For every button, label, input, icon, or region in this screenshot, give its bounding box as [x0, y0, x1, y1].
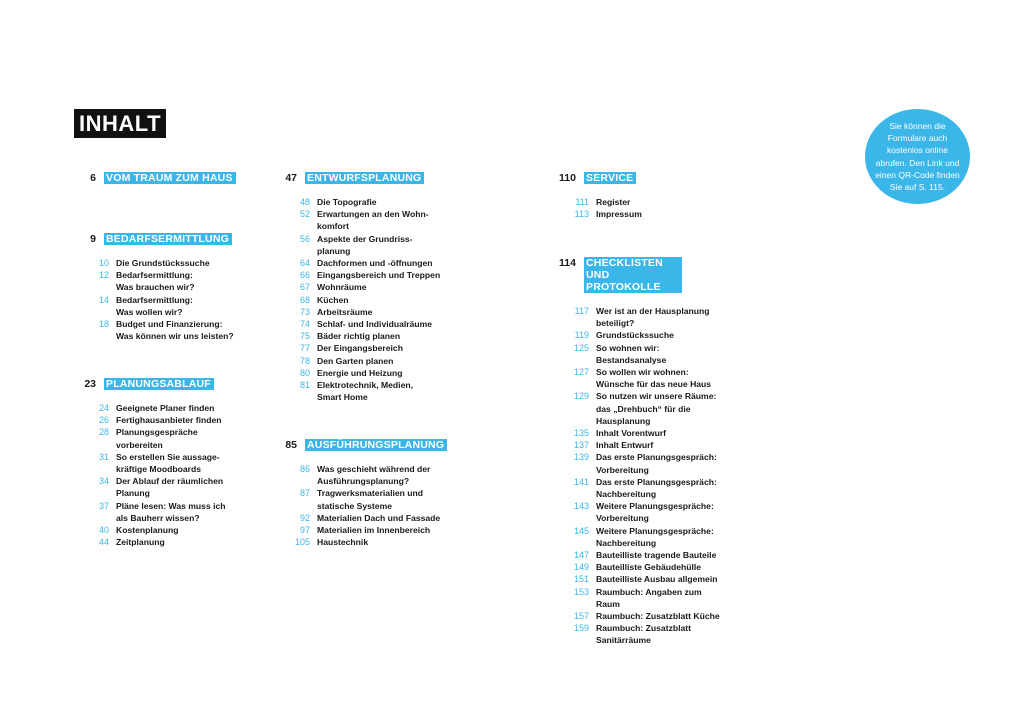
entry-title-line: Kostenplanung — [116, 525, 179, 536]
entry-title — [317, 269, 440, 281]
entry-title-line: kräftige Moodboards — [116, 464, 201, 475]
entry-title-line: Dachformen und -öffnungen — [317, 258, 433, 269]
entry-title-line: Wünsche für das neue Haus — [596, 379, 712, 390]
entry-title-line: Aspekte der Grundriss- — [317, 233, 413, 244]
toc-entry — [555, 439, 720, 451]
toc-entry-list — [555, 305, 720, 647]
entry-title-line: Ausführungsplanung? — [317, 476, 410, 487]
toc-entry — [276, 512, 447, 524]
entry-title-line: Das erste Planungsgespräch: — [596, 476, 717, 487]
entry-title-line: Eingangsbereich und Treppen — [317, 270, 441, 281]
entry-page-number: 117 — [574, 306, 589, 316]
entry-title-line: Register — [596, 197, 631, 207]
toc-entry — [555, 500, 720, 524]
entry-title-line: Bauteilliste Gebäudehülle — [596, 562, 702, 573]
entry-page-number: 119 — [574, 330, 589, 341]
toc-entry — [555, 586, 720, 610]
toc-entry — [555, 305, 720, 329]
section-title: ENTWURFSPLANUNG — [305, 172, 424, 184]
toc-entry — [555, 476, 720, 500]
entry-title — [596, 366, 711, 390]
entry-title — [317, 196, 377, 208]
entry-title — [317, 330, 400, 342]
entry-title — [596, 427, 666, 439]
toc-entry — [75, 426, 226, 450]
toc-entry-list — [555, 196, 642, 220]
section-title: VOM TRAUM ZUM HAUS — [104, 172, 236, 184]
section-page-number: 6 — [90, 172, 96, 184]
entry-title-line: Weitere Planungsgespräche: — [596, 501, 714, 512]
entry-title-line: Bauteilliste Ausbau allgemein — [596, 574, 718, 585]
section-title: SERVICE — [584, 172, 636, 184]
entry-title — [596, 610, 720, 622]
entry-page-number: 151 — [573, 574, 589, 585]
entry-page-number: 78 — [299, 355, 310, 366]
toc-entry — [75, 536, 226, 548]
entry-page-number: 14 — [98, 294, 109, 305]
toc-entry — [276, 463, 447, 487]
entry-title-line: statische Systeme — [317, 500, 392, 511]
entry-page-number: 139 — [573, 452, 589, 463]
entry-title-line: Nachbereitung — [596, 537, 657, 548]
entry-title — [596, 342, 666, 366]
entry-page-number: 73 — [299, 306, 310, 317]
entry-title-line: Bedarfsermittlung: — [116, 294, 193, 305]
entry-title — [116, 524, 179, 536]
entry-title-line: Schlaf- und Individualräume — [317, 319, 433, 330]
toc-entry — [276, 367, 440, 379]
toc-entry — [276, 355, 440, 367]
entry-title-line: das „Drehbuch“ für die — [596, 403, 691, 414]
entry-page-number: 40 — [98, 525, 109, 536]
entry-title — [317, 463, 430, 487]
toc-section — [276, 172, 440, 403]
toc-entry — [555, 342, 720, 366]
entry-title — [317, 379, 413, 403]
section-page-number: 110 — [559, 172, 576, 184]
entry-title — [317, 536, 368, 548]
entry-title-line: Hausplanung — [596, 415, 651, 426]
toc-section — [75, 233, 234, 342]
entry-page-number: 48 — [299, 197, 310, 207]
entry-title-line: Tragwerksmaterialien und — [317, 488, 424, 499]
entry-title-line: Was brauchen wir? — [116, 282, 195, 293]
entry-title-line: Raumbuch: Angaben zum — [596, 586, 702, 597]
entry-title — [596, 549, 716, 561]
entry-page-number: 74 — [299, 319, 310, 330]
section-page-number: 23 — [84, 378, 96, 390]
toc-entry-list — [276, 196, 440, 403]
entry-title-line: Fertighausanbieter finden — [116, 415, 222, 426]
entry-title-line: Bestandsanalyse — [596, 354, 667, 365]
toc-entry — [555, 573, 720, 585]
entry-page-number: 37 — [98, 500, 109, 511]
entry-page-number: 145 — [573, 525, 589, 536]
entry-title-line: Inhalt Vorentwurf — [596, 428, 667, 439]
toc-entry — [276, 233, 440, 257]
entry-title-line: Inhalt Entwurf — [596, 440, 654, 451]
online-forms-badge — [865, 109, 970, 204]
entry-title — [596, 451, 717, 475]
toc-entry — [276, 208, 440, 232]
entry-title — [596, 329, 674, 341]
section-title: CHECKLISTEN UND PROTOKOLLE — [584, 257, 682, 293]
section-page-number: 85 — [285, 439, 297, 451]
toc-section — [276, 439, 447, 548]
entry-title-line: Weitere Planungsgespräche: — [596, 525, 714, 536]
entry-page-number: 159 — [573, 623, 589, 634]
entry-title — [317, 257, 433, 269]
page-title: INHALT — [74, 109, 166, 138]
entry-title — [116, 269, 194, 293]
entry-title-line: Raum — [596, 598, 620, 609]
entry-page-number: 68 — [299, 294, 310, 305]
entry-title-line: Die Topografie — [317, 197, 377, 207]
entry-page-number: 111 — [575, 197, 589, 207]
toc-entry — [555, 390, 720, 427]
entry-page-number: 87 — [299, 488, 310, 499]
entry-title — [596, 573, 717, 585]
entry-title-line: Energie und Heizung — [317, 367, 403, 378]
entry-title — [116, 536, 165, 548]
entry-page-number: 66 — [299, 270, 310, 281]
entry-title-line: So erstellen Sie aussage- — [116, 451, 220, 462]
entry-title-line: Zeitplanung — [116, 537, 165, 548]
entry-page-number: 157 — [573, 611, 589, 622]
entry-page-number: 56 — [299, 233, 310, 244]
toc-entry — [75, 294, 234, 318]
entry-title — [116, 451, 220, 475]
entry-title-line: Küchen — [317, 294, 349, 305]
toc-entry — [75, 500, 226, 524]
entry-page-number: 34 — [98, 476, 109, 487]
entry-page-number: 137 — [573, 440, 589, 451]
toc-entry — [555, 610, 720, 622]
toc-entry — [75, 524, 226, 536]
toc-entry-list — [75, 402, 226, 548]
entry-title-line: Sanitärräume — [596, 635, 651, 646]
entry-title-line: So nutzen wir unsere Räume: — [596, 391, 717, 402]
section-title: PLANUNGSABLAUF — [104, 378, 214, 390]
toc-entry-list — [276, 463, 447, 548]
entry-title-line: Wohnräume — [317, 282, 367, 293]
toc-entry — [276, 524, 447, 536]
toc-entry — [555, 366, 720, 390]
toc-entry — [276, 536, 447, 548]
entry-title-line: Wer ist an der Hausplanung — [596, 306, 710, 316]
entry-title-line: Die Grundstückssuche — [116, 258, 210, 268]
entry-page-number: 143 — [573, 501, 589, 512]
entry-page-number: 129 — [573, 391, 589, 402]
entry-title — [317, 281, 367, 293]
entry-title-line: Planung — [116, 488, 150, 499]
entry-page-number: 92 — [299, 512, 310, 523]
entry-page-number: 67 — [299, 282, 310, 293]
entry-page-number: 105 — [294, 537, 310, 548]
entry-title-line: Budget und Finanzierung: — [116, 319, 223, 330]
toc-entry — [555, 525, 720, 549]
entry-title-line: Planungsgespräche — [116, 427, 198, 438]
entry-title — [596, 208, 642, 220]
entry-title-line: Erwartungen an den Wohn- — [317, 209, 429, 220]
entry-title-line: Nachbereitung — [596, 489, 657, 500]
toc-entry — [276, 257, 440, 269]
entry-title-line: Der Ablauf der räumlichen — [116, 476, 224, 487]
entry-title-line: planung — [317, 245, 351, 256]
toc-entry — [276, 330, 440, 342]
entry-page-number: 64 — [299, 258, 310, 269]
toc-section — [555, 172, 642, 220]
entry-title — [317, 355, 393, 367]
entry-title — [116, 475, 223, 499]
entry-title-line: Den Garten planen — [317, 355, 394, 366]
entry-page-number: 135 — [573, 428, 589, 439]
entry-title-line: als Bauherr wissen? — [116, 512, 200, 523]
toc-entry — [75, 475, 226, 499]
entry-title — [596, 586, 702, 610]
entry-title — [317, 318, 432, 330]
entry-title — [317, 524, 430, 536]
entry-title-line: Das erste Planungsgespräch: — [596, 452, 717, 463]
entry-title-line: Bäder richtig planen — [317, 331, 401, 342]
entry-title — [596, 500, 714, 524]
entry-title-line: Impressum — [596, 209, 642, 220]
entry-title — [317, 294, 349, 306]
entry-page-number: 18 — [98, 319, 109, 330]
entry-page-number: 31 — [98, 451, 109, 462]
toc-entry — [75, 414, 226, 426]
toc-entry — [75, 402, 226, 414]
section-page-number: 114 — [559, 257, 576, 269]
entry-title-line: Haustechnik — [317, 537, 369, 548]
toc-entry — [276, 294, 440, 306]
entry-page-number: 97 — [299, 525, 310, 536]
entry-title — [596, 525, 714, 549]
entry-title-line: beteiligt? — [596, 318, 635, 329]
entry-title — [596, 305, 710, 329]
entry-title-line: Bedarfsermittlung: — [116, 270, 193, 281]
entry-page-number: 149 — [573, 562, 589, 573]
entry-title-line: komfort — [317, 221, 349, 232]
entry-page-number: 28 — [98, 427, 109, 438]
toc-section — [75, 172, 236, 184]
entry-page-number: 26 — [98, 415, 109, 426]
toc-entry — [276, 342, 440, 354]
entry-title — [116, 500, 226, 524]
toc-entry — [555, 622, 720, 646]
entry-title — [317, 342, 403, 354]
toc-entry — [555, 451, 720, 475]
entry-page-number: 44 — [98, 537, 109, 548]
toc-entry — [276, 306, 440, 318]
entry-page-number: 81 — [299, 380, 310, 391]
toc-entry — [555, 196, 642, 208]
section-title: BEDARFSERMITTLUNG — [104, 233, 232, 245]
entry-title — [596, 561, 701, 573]
entry-title — [317, 512, 440, 524]
entry-page-number: 10 — [98, 258, 109, 268]
entry-page-number: 127 — [573, 367, 589, 378]
entry-title-line: Arbeitsräume — [317, 306, 373, 317]
toc-entry — [75, 269, 234, 293]
entry-title-line: So wollen wir wohnen: — [596, 367, 689, 378]
entry-title-line: Was geschieht während der — [317, 464, 431, 474]
entry-title-line: Materialien Dach und Fassade — [317, 512, 441, 523]
entry-title-line: Smart Home — [317, 392, 368, 403]
toc-entry — [75, 257, 234, 269]
toc-entry-list — [75, 257, 234, 342]
entry-page-number: 153 — [573, 586, 589, 597]
entry-title-line: Vorbereitung — [596, 464, 649, 475]
toc-entry — [276, 318, 440, 330]
entry-title — [116, 294, 193, 318]
entry-title — [116, 414, 222, 426]
entry-title — [116, 402, 214, 414]
toc-entry — [555, 427, 720, 439]
toc-entry — [555, 549, 720, 561]
section-page-number: 47 — [285, 172, 297, 184]
entry-title-line: So wohnen wir: — [596, 342, 660, 353]
entry-page-number: 77 — [299, 343, 310, 354]
entry-title-line: Vorbereitung — [596, 513, 649, 524]
entry-title — [596, 390, 716, 427]
entry-title — [317, 233, 413, 257]
entry-title — [116, 257, 210, 269]
entry-title-line: Raumbuch: Zusatzblatt Küche — [596, 611, 720, 622]
entry-title — [596, 439, 653, 451]
entry-title-line: Materialien im Innenbereich — [317, 525, 431, 536]
entry-page-number: 80 — [299, 367, 310, 378]
entry-title-line: Elektrotechnik, Medien, — [317, 380, 413, 391]
entry-title-line: Bauteilliste tragende Bauteile — [596, 550, 717, 561]
toc-entry — [75, 318, 234, 342]
entry-page-number: 86 — [299, 464, 310, 474]
toc-entry — [555, 561, 720, 573]
entry-title — [317, 208, 429, 232]
entry-title — [317, 487, 423, 511]
toc-entry — [75, 451, 226, 475]
toc-entry — [276, 281, 440, 293]
entry-title-line: Grundstückssuche — [596, 330, 674, 341]
section-page-number: 9 — [90, 233, 96, 245]
entry-page-number: 24 — [98, 403, 109, 413]
entry-title-line: Pläne lesen: Was muss ich — [116, 500, 226, 511]
toc-entry — [276, 487, 447, 511]
entry-page-number: 113 — [574, 209, 589, 220]
entry-title — [116, 426, 198, 450]
entry-page-number: 75 — [299, 331, 310, 342]
entry-page-number: 141 — [573, 476, 589, 487]
toc-entry — [276, 269, 440, 281]
toc-entry — [276, 379, 440, 403]
entry-page-number: 125 — [573, 342, 589, 353]
toc-entry — [555, 329, 720, 341]
entry-title-line: Der Eingangsbereich — [317, 343, 403, 354]
toc-entry — [276, 196, 440, 208]
entry-title — [116, 318, 234, 342]
entry-page-number: 147 — [573, 550, 589, 561]
toc-section — [555, 257, 720, 647]
entry-title — [596, 622, 691, 646]
toc-section — [75, 378, 226, 548]
entry-title — [596, 196, 630, 208]
entry-title-line: Geeignete Planer finden — [116, 403, 215, 413]
section-title: AUSFÜHRUNGSPLANUNG — [305, 439, 447, 451]
entry-title-line: Raumbuch: Zusatzblatt — [596, 623, 692, 634]
entry-title — [317, 306, 372, 318]
entry-page-number: 52 — [299, 209, 310, 220]
entry-page-number: 12 — [98, 270, 109, 281]
toc-entry — [555, 208, 642, 220]
entry-title-line: vorbereiten — [116, 439, 163, 450]
entry-title — [317, 367, 402, 379]
entry-title-line: Was wollen wir? — [116, 306, 183, 317]
entry-title-line: Was können wir uns leisten? — [116, 331, 234, 342]
badge-text: Sie können die Formulare auch kostenlos online abrufen. Den Link und einen QR-Code finden Sie auf S. 115. — [875, 120, 960, 192]
entry-title — [596, 476, 717, 500]
